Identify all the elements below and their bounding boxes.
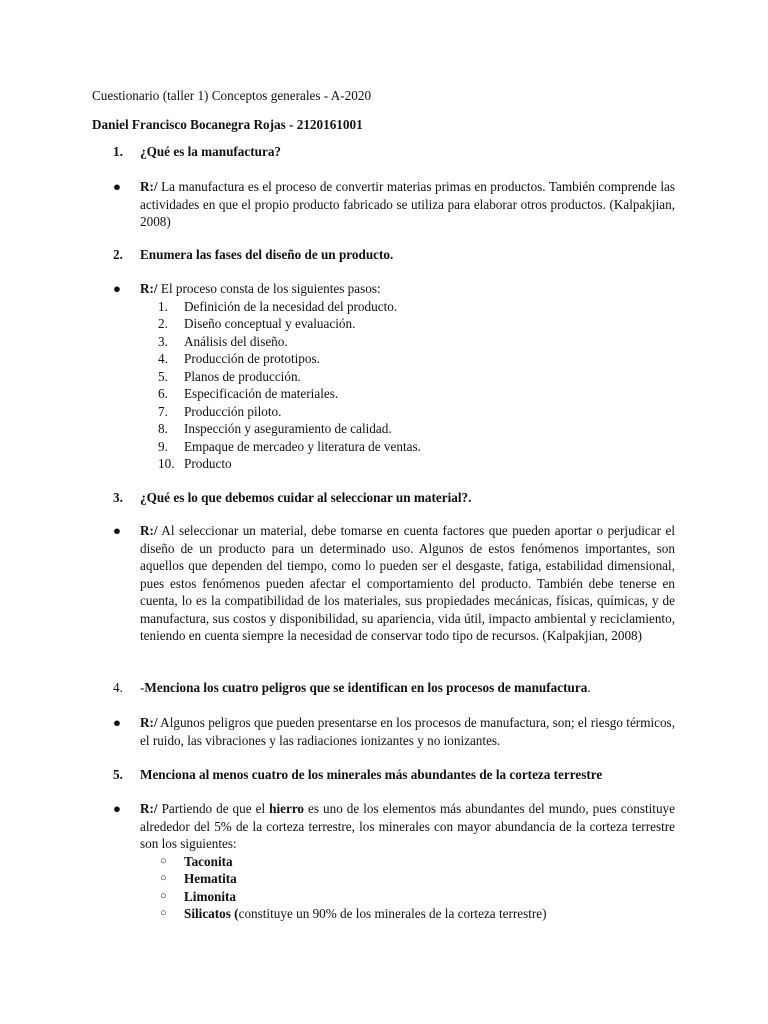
answer-3: [92, 522, 675, 645]
question-3: [92, 489, 675, 507]
circle-bullet-icon: ○: [160, 907, 167, 919]
answer-label: R:/: [140, 179, 158, 194]
question-5: [92, 766, 675, 784]
question-number: 1.: [113, 144, 123, 159]
circle-bullet-icon: ○: [160, 872, 167, 884]
circle-bullet-icon: ○: [160, 854, 167, 867]
answer-label: R:/: [140, 801, 158, 816]
question-text: ¿Qué es la manufactura?: [140, 144, 282, 159]
answer-2: [92, 280, 675, 473]
bullet-dot-icon: ●: [113, 801, 121, 816]
bullet-dot-icon: ●: [113, 281, 121, 296]
list-item: 2. Diseño conceptual y evaluación.: [158, 316, 356, 331]
answer-label: R:/: [140, 523, 158, 538]
question-text: Enumera las fases del diseño de un producto.: [140, 247, 394, 262]
list-item: 7. Producción piloto.: [158, 403, 282, 419]
author-line: Daniel Francisco Bocanegra Rojas - 2120161001: [92, 117, 363, 132]
question-4: 4. -Menciona los cuatro peligros que se identifican en los procesos de manufactura.: [92, 679, 675, 697]
list-item: 6. Especificación de materiales.: [158, 386, 339, 401]
answer-1: [92, 178, 675, 231]
minerals-list: [158, 853, 675, 923]
question-text: Menciona los cuatro peligros que se identifican en los procesos de manufactura: [144, 680, 588, 695]
design-steps-list: [158, 298, 675, 473]
list-item: 8. Inspección y aseguramiento de calidad.: [158, 421, 392, 436]
question-number: 2.: [113, 247, 123, 262]
list-item: 9. Empaque de mercadeo y literatura de ventas.: [158, 438, 421, 454]
list-item: ○ Silicatos (constituye un 90% de los minerales de la corteza terrestre): [160, 906, 547, 921]
list-item: 4. Producción de prototipos.: [158, 351, 320, 366]
question-1: [92, 143, 675, 161]
bullet-dot-icon: ●: [113, 715, 121, 730]
question-text: ¿Qué es lo que debemos cuidar al seleccionar un material?.: [140, 490, 472, 505]
question-number: 4.: [113, 680, 123, 695]
document-header: Cuestionario (taller 1) Conceptos generales - A-2020: [92, 88, 372, 103]
answer-text: La manufactura es el proceso de convertir materias primas en productos. También comprende las actividades en que el propio producto fabricado se utiliza para elaborar otros productos. (Kalpakjian, 2008): [140, 179, 675, 229]
list-item: 5. Planos de producción.: [158, 368, 301, 384]
bullet-dot-icon: ●: [113, 523, 121, 538]
answer-text: Algunos peligros que pueden presentarse en los procesos de manufactura, son; el riesgo térmicos, el ruido, las vibraciones y las radiaciones ionizantes y no ionizantes.: [140, 715, 675, 748]
bullet-dot-icon: ●: [113, 179, 121, 194]
list-item: ○ Taconita: [160, 853, 233, 869]
list-item: 1. Definición de la necesidad del producto.: [158, 298, 398, 314]
answer-label: R:/: [140, 715, 158, 730]
question-2: [92, 246, 675, 264]
answer-label: R:/: [140, 281, 158, 296]
answer-4: [92, 714, 675, 749]
list-item: 3. Análisis del diseño.: [158, 333, 288, 349]
circle-bullet-icon: ○: [160, 889, 167, 902]
answer-text: Al seleccionar un material, debe tomarse en cuenta factores que pueden aportar o perjudicar el diseño de un producto para un determinado uso. Algunos de estos fenómenos importantes, son aquellos que dependen del tiempo, como lo pueden ser el desgaste, fatiga, estabilidad dimensional, pues estos fenómenos pueden afectar el comportamiento del producto. También debe tenerse en cuenta, lo es la compatibilidad de los materiales, sus propiedades mecánicas, físicas, químicas, y de manufactura, sus costos y disponibilidad, su apariencia, vida útil, impacto ambiental y reciclamiento, teniendo en cuenta siempre la necesidad de conservar todo tipo de recursos. (Kalpakjian, 2008): [140, 523, 675, 643]
answer-5: ● R:/ Partiendo de que el hierro es uno de los elementos más abundantes del mundo, pues constituye alrededor del 5% de la corteza terrestre, los minerales con mayor abundancia de la corteza terrestre son los siguientes: ○ Taconita ○ Hematita ○ Limonita ○ Silicatos (constituye un 90% de los minerales de la corteza terrestre): [113, 801, 675, 921]
list-item: ○ Limonita: [160, 888, 237, 904]
question-text: Menciona al menos cuatro de los minerales más abundantes de la corteza terrestre: [140, 767, 603, 782]
answer-text: El proceso consta de los siguientes pasos:: [157, 281, 381, 296]
list-item: 10. Producto: [158, 456, 232, 471]
question-number: 3.: [113, 490, 123, 505]
list-item: ○ Hematita: [160, 871, 237, 886]
question-number: 5.: [113, 767, 123, 782]
